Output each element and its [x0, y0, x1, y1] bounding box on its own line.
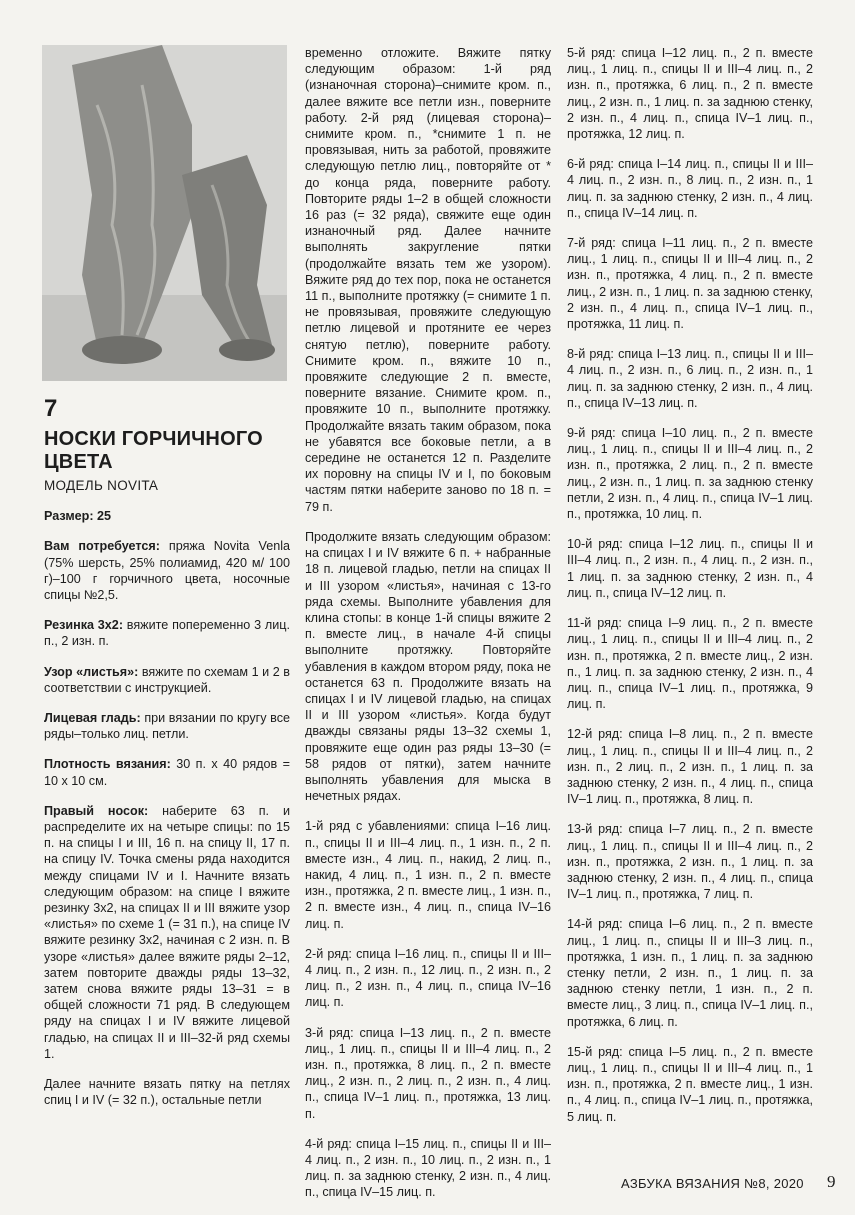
instruction-paragraph: [44, 756, 290, 788]
instruction-paragraph: 12-й ряд: спица I–8 лиц. п., 2 п. вместе лиц., 1 лиц. п., спицы II и III–4 лиц. п., 2 изн. п., 2 лиц. п., 2 изн. п., 1 лиц. п. за заднюю стенку, 2 изн. п., 4 лиц. п., спица IV–1 лиц. п., протяжка, 8 лиц. п.: [567, 727, 813, 807]
paragraph-text: вяжите по схемам 1 и 2 в соответствии с инструкцией.: [44, 664, 290, 695]
paragraph-text: 30 п. х 40 рядов = 10 х 10 см.: [44, 757, 290, 788]
instruction-paragraph: 2-й ряд: спица I–16 лиц. п., спицы II и III–4 лиц. п., 2 изн. п., 12 лиц. п., 2 изн. п., 2 лиц. п., 2 изн. п., 4 лиц. п., спица IV–16 лиц. п.: [305, 946, 551, 1010]
paragraph-label: Вам потребуется:: [44, 539, 160, 554]
instruction-paragraph: 5-й ряд: спица I–12 лиц. п., 2 п. вместе лиц., 1 лиц. п., спицы II и III–4 лиц. п., 2 изн. п., протяжка, 6 лиц. п., 2 п. вместе лиц., 2 изн. п., 1 лиц. п. за заднюю стенку, 2 изн. п., 4 лиц. п., спица IV–1 лиц. п., протяжка, 12 лиц. п.: [567, 46, 813, 142]
instruction-paragraph: 1-й ряд с убавлениями: спица I–16 лиц. п., спицы II и III–4 лиц. п., 1 изн. п., 2 п. вместе изн., 4 лиц. п., накид, 2 лиц. п., накид, 4 лиц. п., 1 изн. п., 2 п. вместе изн., протяжка, 2 п. вместе лиц., 1 изн. п., 2 п. вместе изн., 4 лиц. п., спица IV–16 лиц. п.: [305, 819, 551, 931]
pattern-title: НОСКИ ГОРЧИЧНОГО ЦВЕТА: [44, 428, 263, 473]
instruction-paragraph: 4-й ряд: спица I–15 лиц. п., спицы II и III–4 лиц. п., 2 изн. п., 10 лиц. п., 2 изн. п., 1 лиц. п. за заднюю стенку, 2 изн. п., 4 лиц. п., спица IV–15 лиц. п.: [305, 1136, 551, 1200]
pattern-number: 7: [44, 395, 58, 422]
instruction-paragraph: 13-й ряд: спица I–7 лиц. п., 2 п. вместе лиц., 1 лиц. п., спицы II и III–4 лиц. п., 2 изн. п., протяжка, 2 изн. п., 1 лиц. п. за заднюю стенку, 2 изн. п., 4 лиц. п., спица IV–1 лиц. п., протяжка, 7 лиц. п.: [567, 822, 813, 902]
paragraph-text: Далее начните вязать пятку на петлях спиц I и IV (= 32 п.), остальные петли: [44, 1077, 290, 1108]
instruction-paragraph: [44, 803, 290, 1062]
paragraph-label: Резинка 3х2:: [44, 618, 124, 633]
instruction-paragraph: 6-й ряд: спица I–14 лиц. п., спицы II и III–4 лиц. п., 2 изн. п., 8 лиц. п., 2 изн. п., 1 лиц. п. за заднюю стенку, 2 изн. п., 4 лиц. п., спица IV–14 лиц. п.: [567, 157, 813, 220]
instruction-paragraph: [44, 1076, 290, 1108]
paragraph-text: наберите 63 п. и распределите их на четыре спицы: по 15 п. на спицы I и III, 16 п. на спицу II, 17 п. на спицу IV. Точка смены ряда находится между спицами IV и I. Начните вязать следующим образом: на спице I вяжите резинку 3х2, на спицах II и III вяжите узор «листья» по схеме 1 (= 31 п.), на спице IV вяжите резинку 3х2, начиная с 2 изн. п. В узоре «листья» далее вяжите ряды 2–12, затем повторите дважды ряды 13–32, затем снова вяжите ряды 13–31 = в общей сложности 71 ряд. В следующем ряду на спицах I и IV вяжите лицевой гладью, на спицах II и III–32-й ряд схемы 1.: [44, 803, 290, 1061]
instruction-paragraph: 15-й ряд: спица I–5 лиц. п., 2 п. вместе лиц., 1 лиц. п., спицы II и III–4 лиц. п., 1 изн. п., протяжка, 2 п. вместе лиц., 1 изн. п., 4 лиц. п., спица IV–1 лиц. п., протяжка, 5 лиц. п.: [567, 1044, 813, 1124]
column-middle: [305, 45, 551, 1215]
paragraph-text: пряжа Novita Venla (75% шерсть, 25% полиамид, 420 м/ 100 г)–100 г горчичного цвета, носочные спицы №2,5.: [44, 539, 291, 603]
paragraph-text: вяжите попеременно 3 лиц. п., 2 изн. п.: [44, 618, 290, 649]
instruction-paragraph: временно отложите. Вяжите пятку следующим образом: 1-й ряд (изнаночная сторона)–снимите кром. п., далее вяжите все петли изн., поверните работу. 2-й ряд (лицевая сторона)–снимите кром. п., *снимите 1 п. не провязывая, нить за работой, провяжите следующую петлю лиц., повторяйте от * до конца ряда, поверните работу. Повторите ряды 1–2 в общей сложности 16 раз (= 32 ряда), свяжите еще один изнаночный ряд. Далее начните выполнять закругление пятки (продолжайте вязать тем же узором). Вяжите ряд до тех пор, пока не останется 11 п., выполните протяжку (= снимите 1 п. не провязывая, провяжите следующую петлю лицевой и протяните ее через снятую петлю), поверните работу. Снимите кром. п., вяжите 10 п., провяжите следующие 2 п. вместе, поверните вязание. Снимите кром. п., провяжите 10 п., выполните протяжку. Продолжайте вязать таким образом, пока не убавятся все боковые петли, а в середине не останется 12 п. Разделите их поровну на спицы IV и I, по боковым частям пятки наберите заново по 18 п. = 79 п.: [305, 46, 551, 514]
paragraph-text: при вязании по кругу все ряды–только лиц. петли.: [44, 711, 290, 742]
magazine-footer: АЗБУКА ВЯЗАНИЯ №8, 2020: [621, 1176, 804, 1191]
page-number: 9: [827, 1172, 836, 1191]
model-credit: МОДЕЛЬ NOVITA: [44, 478, 159, 493]
instruction-paragraph: 11-й ряд: спица I–9 лиц. п., 2 п. вместе лиц., 1 лиц. п., спицы II и III–4 лиц. п., 2 изн. п., протяжка, 2 п. вместе лиц., 2 изн. п., 1 лиц. п. за заднюю стенку, 2 изн. п., 4 лиц. п., спица IV–1 лиц. п., протяжка, 9 лиц. п.: [567, 616, 813, 712]
column-right: [567, 45, 813, 1139]
instruction-paragraph: 9-й ряд: спица I–10 лиц. п., 2 п. вместе лиц., 1 лиц. п., спицы II и III–4 лиц. п., 2 изн. п., протяжка, 2 лиц. п., 2 п. вместе лиц., 2 изн. п., 1 лиц. п. за заднюю стенку петли, 2 изн. п., 4 лиц. п., спица IV–1 лиц. п., протяжка, 10 лиц. п.: [567, 426, 813, 522]
instruction-paragraph: 7-й ряд: спица I–11 лиц. п., 2 п. вместе лиц., 1 лиц. п., спицы II и III–4 лиц. п., 2 изн. п., протяжка, 4 лиц. п., 2 п. вместе лиц., 2 изн. п., 1 лиц. п. за заднюю стенку, 2 изн. п., 4 лиц. п., спица IV–1 лиц. п., протяжка, 11 лиц. п.: [567, 236, 813, 332]
instruction-paragraph: [44, 538, 290, 603]
instruction-paragraph: [44, 617, 290, 649]
paragraph-label: Узор «листья»:: [44, 664, 139, 679]
product-photo: [42, 45, 287, 381]
instruction-paragraph: [44, 664, 290, 696]
instruction-paragraph: Продолжите вязать следующим образом: на спицах I и IV вяжите 6 п. + набранные 18 п. лицевой гладью, петли на спицах II и III узором «листья», начиная с 13-го ряда схемы. Выполните убавления для клина стопы: в конце 1-й спицы вяжите 2 п. вместе лиц., в начале 4-й спицы выполните протяжку. Повторяйте убавления в каждом втором ряду, пока не останется 63 п. Продолжите вязать на спицах I и IV лицевой гладью, на спицах II и III узором «листья». Когда будут дважды связаны ряды 13–32 схемы 1, провяжите еще один раз ряды 13–30 (= 58 рядов от пятки), затем начните выполнять убавления для мыска в нечетных рядах.: [305, 529, 551, 804]
instruction-paragraph: [44, 710, 290, 742]
instruction-paragraph: 14-й ряд: спица I–6 лиц. п., 2 п. вместе лиц., 1 лиц. п., спицы II и III–3 лиц. п., протяжка, 1 изн. п., 1 лиц. п. за заднюю стенку петли, 2 изн. п., 1 лиц. п. за заднюю стенку петли, 1 изн. п., 2 п. вместе лиц., 3 лиц. п., спица IV–1 лиц. п., протяжка, 6 лиц. п.: [567, 917, 813, 1029]
paragraph-label: Лицевая гладь:: [44, 711, 141, 726]
instruction-paragraph: 10-й ряд: спица I–12 лиц. п., спицы II и III–4 лиц. п., 2 изн. п., 4 лиц. п., 2 изн. п., 1 лиц. п. за заднюю стенку, 2 изн. п., 4 лиц. п., спица IV–12 лиц. п.: [567, 537, 813, 600]
instruction-paragraph: 3-й ряд: спица I–13 лиц. п., 2 п. вместе лиц., 1 лиц. п., спицы II и III–4 лиц. п., 2 изн. п., протяжка, 8 лиц. п., 2 п. вместе лиц., 2 изн. п., 2 лиц. п., 2 изн. п., 4 лиц. п., спица IV–1 лиц. п., протяжка, 13 лиц. п.: [305, 1025, 551, 1121]
paragraph-label: Размер: 25: [44, 509, 112, 524]
left-column-body: [44, 508, 290, 1108]
instruction-paragraph: [44, 508, 290, 524]
paragraph-label: Плотность вязания:: [44, 757, 171, 772]
paragraph-label: Правый носок:: [44, 803, 149, 818]
column-left: [44, 396, 290, 1123]
instruction-paragraph: 8-й ряд: спица I–13 лиц. п., спицы II и III–4 лиц. п., 2 изн. п., 6 лиц. п., 2 изн. п., 1 лиц. п. за заднюю стенку, 2 изн. п., 4 лиц. п., спица IV–13 лиц. п.: [567, 347, 813, 410]
